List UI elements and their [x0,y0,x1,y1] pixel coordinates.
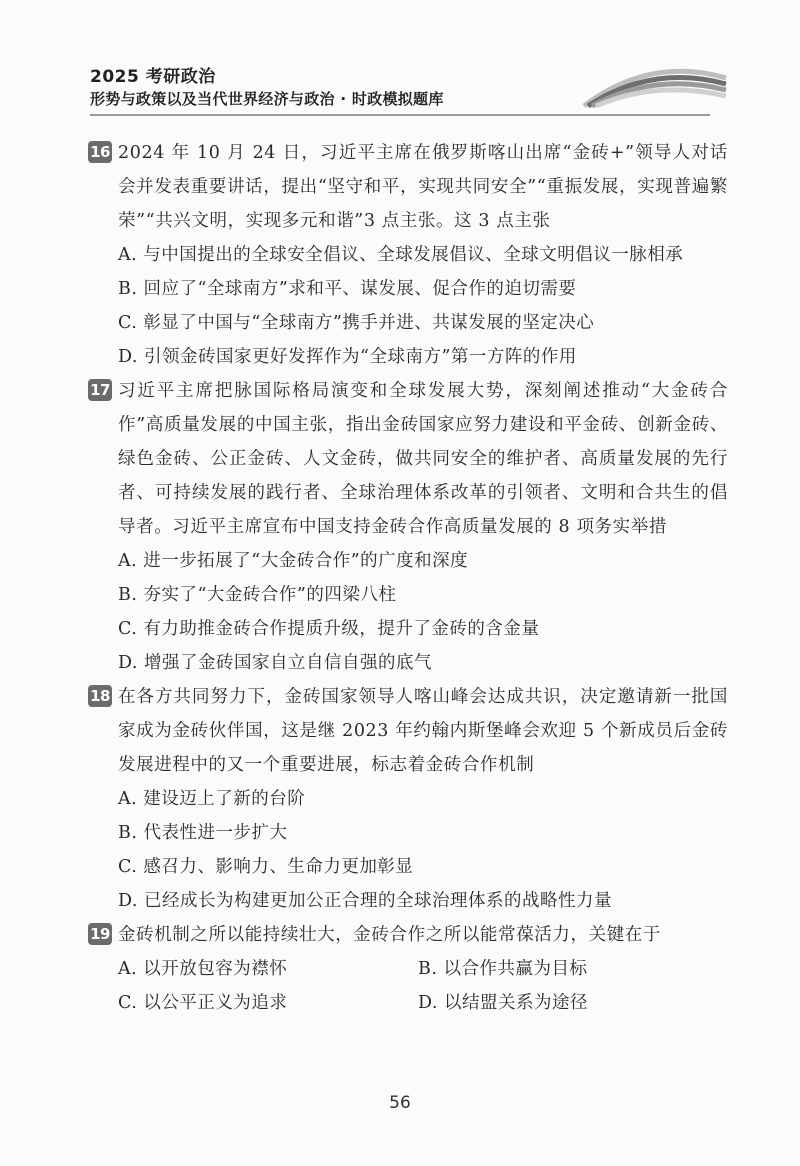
question-number-badge: 18 [88,685,112,707]
page-header [90,60,720,120]
option-row [88,986,728,1020]
question-stem: 金砖机制之所以能持续壮大，金砖合作之所以能常葆活力，关键在于 [118,925,661,945]
question-17 [88,374,728,680]
option-c: C. 感召力、影响力、生命力更加彰显 [118,857,414,877]
question-stem: 2024 年 10 月 24 日，习近平主席在俄罗斯喀山出席“金砖+”领导人对话会并发表重要讲话，提出“坚守和平，实现共同安全”“重振发展，实现普遍繁荣”“共兴文明，实现多元和谐”3 点主张。这 3 点主张 [118,143,728,231]
option-b: B. 回应了“全球南方”求和平、谋发展、促合作的迫切需要 [118,279,577,299]
option-row [88,952,728,986]
question-number-badge: 17 [88,379,112,401]
option-d: D. 增强了金砖国家自立自信自强的底气 [118,653,433,673]
question-stem: 在各方共同努力下，金砖国家领导人喀山峰会达成共识，决定邀请新一批国家成为金砖伙伴国，这是继 2023 年约翰内斯堡峰会欢迎 5 个新成员后金砖发展进程中的又一个重要进展，标志着金砖合作机制 [118,687,728,775]
question-number-badge: 19 [88,923,112,945]
option-d: D. 已经成长为构建更加公正合理的全球治理体系的战略性力量 [118,891,613,911]
book-title: 2025 考研政治 [90,67,216,87]
option-c: C. 有力助推金砖合作提质升级，提升了金砖的含金量 [118,619,540,639]
option-c: C. 彰显了中国与“全球南方”携手并进、共谋发展的坚定决心 [118,313,595,333]
option-c: C. 以公平正义为追求 [118,993,288,1013]
question-18 [88,680,728,918]
option-b: B. 代表性进一步扩大 [118,823,288,843]
book-subtitle: 形势与政策以及当代世界经济与政治 · 时政模拟题库 [90,90,444,108]
question-16 [88,136,728,374]
question-list [88,136,728,1020]
question-number-badge: 16 [88,141,112,163]
option-b: B. 夯实了“大金砖合作”的四梁八柱 [118,585,397,605]
option-a: A. 进一步拓展了“大金砖合作”的广度和深度 [118,551,469,571]
question-19 [88,918,728,1020]
page-number: 56 [389,1093,411,1113]
option-a: A. 建设迈上了新的台阶 [118,789,306,809]
option-b: B. 以合作共赢为目标 [418,959,588,979]
rainbow-arcs-icon [580,60,730,108]
option-d: D. 以结盟关系为途径 [418,993,589,1013]
option-d: D. 引领金砖国家更好发挥作为“全球南方”第一方阵的作用 [118,347,577,367]
option-a: A. 与中国提出的全球安全倡议、全球发展倡议、全球文明倡议一脉相承 [118,245,684,265]
option-a: A. 以开放包容为襟怀 [118,959,288,979]
header-divider [90,114,710,116]
question-stem: 习近平主席把脉国际格局演变和全球发展大势，深刻阐述推动“大金砖合作”高质量发展的中国主张，指出金砖国家应努力建设和平金砖、创新金砖、绿色金砖、公正金砖、人文金砖，做共同安全的维护者、高质量发展的先行者、可持续发展的践行者、全球治理体系改革的引领者、文明和合共生的倡导者。习近平主席宣布中国支持金砖合作高质量发展的 8 项务实举措 [118,381,728,537]
